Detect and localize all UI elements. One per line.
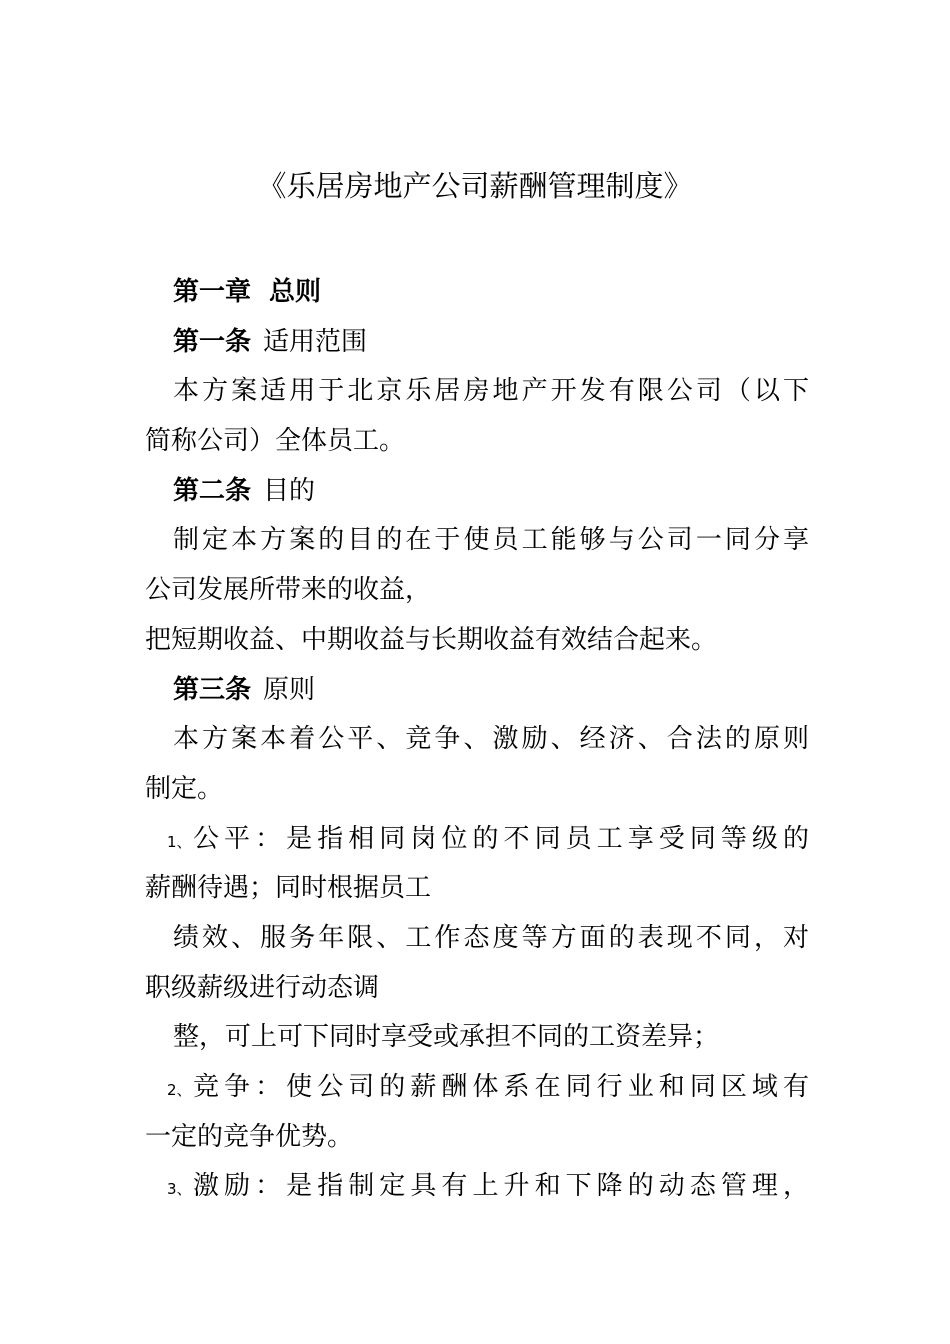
list-item <box>145 815 809 865</box>
paragraph-line: 制定。 <box>145 773 224 804</box>
paragraph-line: 绩效、服务年限、工作态度等方面的表现不同，对 <box>173 922 809 953</box>
article-3-label: 第三条 <box>173 674 252 705</box>
list-item <box>145 1063 809 1113</box>
article-3-heading <box>145 666 809 716</box>
paragraph-line: 本方案适用于北京乐居房地产开发有限公司（以下 <box>173 376 809 407</box>
article-2-label: 第二条 <box>173 475 252 506</box>
list-item-number: 3、 <box>167 1180 192 1199</box>
paragraph-line: 职级薪级进行动态调 <box>145 972 380 1003</box>
paragraph-line: 公司发展所带来的收益， <box>145 575 432 606</box>
paragraph-line: 本方案本着公平、竞争、激励、经济、合法的原则 <box>173 724 809 755</box>
paragraph-line: 一定的竞争优势。 <box>145 1121 354 1152</box>
article-1-label: 第一条 <box>173 326 252 357</box>
list-item-text: 竞争：使公司的薪酬体系在同行业和同区域有 <box>193 1072 809 1102</box>
chapter-label: 第一章 <box>173 277 252 307</box>
article-2-heading <box>145 467 809 517</box>
list-item-text: 激励：是指制定具有上升和下降的动态管理， <box>193 1171 809 1202</box>
list-item-number: 2、 <box>167 1081 192 1099</box>
list-item <box>145 1162 809 1212</box>
article-3-name: 原则 <box>263 674 316 705</box>
list-item-number: 1、 <box>167 832 192 851</box>
article-1-heading <box>145 318 809 368</box>
chapter-name: 总则 <box>269 277 322 307</box>
paragraph-line: 把短期收益、中期收益与长期收益有效结合起来。 <box>145 624 718 655</box>
article-1-name: 适用范围 <box>263 326 368 357</box>
paragraph-line: 制定本方案的目的在于使员工能够与公司一同分享 <box>173 525 809 556</box>
list-item-text: 公平：是指相同岗位的不同员工享受同等级的 <box>193 823 809 854</box>
paragraph-line: 简称公司）全体员工。 <box>145 426 406 457</box>
paragraph-line: 薪酬待遇；同时根据员工 <box>145 873 432 904</box>
article-2-name: 目的 <box>263 475 316 506</box>
chapter-heading <box>145 268 809 318</box>
document-title: 《乐居房地产公司薪酬管理制度》 <box>257 169 693 203</box>
paragraph-line: 整，可上可下同时享受或承担不同的工资差异； <box>173 1022 720 1053</box>
document-body <box>145 268 809 1212</box>
